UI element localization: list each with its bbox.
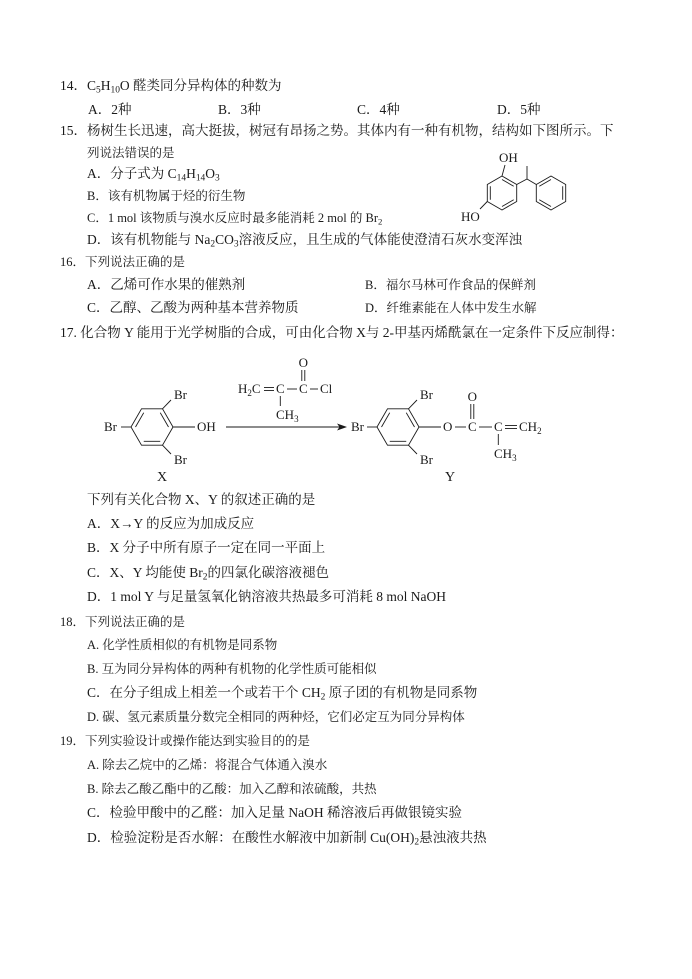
benzene-ring-left <box>487 176 516 210</box>
text-run: 原子团的有机物是同系物 <box>325 685 478 700</box>
text-run: H <box>186 166 196 181</box>
text-run: D．该有机物能与 Na <box>87 232 211 247</box>
question-16-stem <box>60 252 185 272</box>
aromatic-bond <box>382 413 390 427</box>
aromatic-bond <box>136 413 144 427</box>
subscript: 14 <box>176 173 187 184</box>
atom-ch3 <box>494 446 517 463</box>
text-run: C．4种 <box>357 102 400 117</box>
text-run: B．3种 <box>218 102 261 117</box>
atom-br-bottom: Br <box>174 452 187 467</box>
question-17-option-a <box>87 514 254 534</box>
question-15-option-c <box>87 208 382 228</box>
bond-br-top <box>409 400 418 409</box>
question-17-option-d <box>87 587 446 607</box>
subscript: 5 <box>96 85 101 96</box>
text-run: B．X 分子中所有原子一定在同一平面上 <box>87 540 326 555</box>
compound-y <box>351 387 542 485</box>
label-ho: HO <box>461 209 480 224</box>
text-run: D. 碳、氢元素质量分数完全相同的两种烃，它们必定互为同分异构体 <box>87 710 465 724</box>
text-run: 列说法错误的是 <box>87 146 175 160</box>
atom-h2c <box>238 381 261 398</box>
q17-reaction-scheme <box>104 355 542 485</box>
atom-br-left: Br <box>104 419 117 434</box>
benzene-ring-right <box>536 176 565 210</box>
aromatic-bond <box>539 180 551 187</box>
question-19-option-a <box>87 755 327 775</box>
subscript: 3 <box>294 414 299 424</box>
arrow-head <box>337 424 347 431</box>
text-run: C．在分子组成上相差一个或若干个 CH <box>87 685 321 700</box>
question-19-option-d <box>87 828 487 848</box>
atom-o: O <box>298 355 308 370</box>
subscript: 2 <box>414 837 420 848</box>
question-14-option-b <box>218 100 261 120</box>
text-run: C．X、Y 均能使 Br <box>87 565 203 580</box>
atom-ch: CH <box>276 407 295 422</box>
text-run: B．该有机物属于烃的衍生物 <box>87 189 246 203</box>
compound-x <box>104 387 216 485</box>
q15-structure <box>461 150 566 224</box>
text-run: H <box>100 78 111 93</box>
question-19-option-c <box>87 803 462 823</box>
text-run: 下列有关化合物 X、Y 的叙述正确的是 <box>87 492 316 507</box>
text-run: 17. 化合物 Y 能用于光学树脂的合成，可由化合物 X与 2-甲基丙烯酰氯在一定条件下反应制得： <box>60 325 624 340</box>
text-run: B. 除去乙酸乙酯中的乙酸：加入乙醇和浓硫酸，共热 <box>87 782 377 796</box>
text-run: D．1 mol Y 与足量氢氧化钠溶液共热最多可消耗 8 mol NaOH <box>87 589 446 604</box>
bond-br-bottom <box>409 445 418 454</box>
atom-ch: CH <box>519 419 538 434</box>
aromatic-bond <box>502 180 514 187</box>
atom-ch2 <box>519 419 542 436</box>
compound-x-bonds <box>121 400 195 454</box>
aromatic-bond <box>406 413 414 427</box>
atom-c-carbonyl: C <box>468 419 477 434</box>
benzene-ring <box>131 409 173 445</box>
text-run: 的四氯化碳溶液褪色 <box>207 565 329 580</box>
text-run: A．分子式为 C <box>87 166 177 181</box>
question-18-option-c <box>87 683 477 703</box>
question-16-option-b <box>365 275 536 295</box>
aromatic-bond <box>160 413 168 427</box>
subscript: 2 <box>210 239 216 250</box>
question-16-option-d <box>365 298 537 318</box>
bond-to-ho <box>480 202 487 210</box>
text-run: C．1 mol 该物质与溴水反应时最多能消耗 2 mol 的 Br <box>87 211 378 225</box>
text-run: A．X→Y 的反应为加成反应 <box>87 516 255 531</box>
text-run: 19．下列实验设计或操作能达到实验目的的是 <box>60 734 311 748</box>
reaction-arrow <box>226 424 347 431</box>
question-15-option-a <box>87 164 220 184</box>
text-run: C．乙醇、乙酸为两种基本营养物质 <box>87 300 299 315</box>
label-oh: OH <box>499 150 518 165</box>
q15-structure-bonds <box>480 165 566 210</box>
question-18-option-b <box>87 659 377 679</box>
text-run: 15．杨树生长迅速，高大挺拔，树冠有昂扬之势。其体内有一种有机物，结构如下图所示。下 <box>60 123 614 138</box>
text-run: 16．下列说法正确的是 <box>60 255 186 269</box>
atom-cl: Cl <box>320 381 333 396</box>
text-run: 悬浊液共热 <box>419 830 487 845</box>
subscript: 10 <box>110 85 120 96</box>
atom-o-carbonyl: O <box>467 389 477 404</box>
atom-br-left: Br <box>351 419 364 434</box>
text-run: C．检验甲酸中的乙醛：加入足量 NaOH 稀溶液后再做银镜实验 <box>87 805 462 820</box>
compound-x-label: X <box>157 470 168 485</box>
subscript: 3 <box>512 453 517 463</box>
benzene-ring <box>377 409 419 445</box>
question-14-option-c <box>357 100 400 120</box>
subscript: 2 <box>377 216 383 227</box>
subscript: 3 <box>233 239 239 250</box>
question-15-stem-line1 <box>60 121 614 141</box>
atom-br-top: Br <box>420 387 433 402</box>
bond-br-bottom <box>163 445 172 454</box>
atom-br-top: Br <box>174 387 187 402</box>
atom-h: H <box>238 381 248 396</box>
text-run: B. 互为同分异构体的两种有机物的化学性质可能相似 <box>87 662 377 676</box>
reagent-bonds <box>264 370 318 406</box>
text-run: O 醛类同分异构体的种数为 <box>119 78 282 93</box>
bridge-bond <box>517 179 537 185</box>
text-run: B．福尔马林可作食品的保鲜剂 <box>365 278 536 292</box>
bond-br-top <box>163 400 172 409</box>
question-17-question <box>87 490 315 510</box>
text-run: D．检验淀粉是否水解：在酸性水解液中加新制 Cu(OH) <box>87 830 415 845</box>
text-run: A. 除去乙烷中的乙烯：将混合气体通入溴水 <box>87 758 328 772</box>
atom-o-ester: O <box>443 419 453 434</box>
subscript: 14 <box>195 173 206 184</box>
subscript: 2 <box>247 388 252 398</box>
question-15-option-b <box>87 186 245 206</box>
subscript: 2 <box>537 426 542 436</box>
text-run: 溶液反应，且生成的气体能使澄清石灰水变浑浊 <box>238 232 523 247</box>
question-17-option-c <box>87 563 329 583</box>
compound-y-bonds <box>367 400 517 454</box>
atom-c: C <box>251 381 261 396</box>
text-run: A．乙烯可作水果的催熟剂 <box>87 277 246 292</box>
question-18-option-a <box>87 635 277 655</box>
question-18-stem <box>60 612 185 632</box>
text-run: 18．下列说法正确的是 <box>60 615 186 629</box>
question-19-option-b <box>87 779 377 799</box>
atom-oh: OH <box>197 419 216 434</box>
question-14-option-a <box>88 100 132 120</box>
question-14-option-d <box>497 100 541 120</box>
question-15-stem-line2 <box>87 143 175 163</box>
text-run: O <box>205 166 216 181</box>
question-16-option-c <box>87 298 299 318</box>
question-14-stem <box>60 76 282 96</box>
question-19-stem <box>60 731 310 751</box>
text-run: D．5种 <box>497 102 541 117</box>
question-17-stem <box>60 323 624 343</box>
compound-y-label: Y <box>445 470 456 485</box>
atom-ch3 <box>276 407 299 424</box>
atom-c1: C <box>276 381 285 396</box>
question-18-option-d <box>87 707 465 727</box>
text-run: D．纤维素能在人体中发生水解 <box>365 301 537 315</box>
atom-ch: CH <box>494 446 513 461</box>
aromatic-bond <box>539 200 551 207</box>
text-run: 14．C <box>60 78 97 93</box>
atom-c-alpha: C <box>494 419 503 434</box>
atom-c2: C <box>299 381 308 396</box>
question-16-option-a <box>87 275 245 295</box>
question-15-option-d <box>87 230 522 250</box>
subscript: 2 <box>202 572 208 583</box>
question-17-option-b <box>87 538 325 558</box>
subscript: 2 <box>320 692 326 703</box>
text-run: CO <box>215 232 234 247</box>
atom-br-bottom: Br <box>420 452 433 467</box>
text-run: A. 化学性质相似的有机物是同系物 <box>87 638 278 652</box>
bond-to-oh <box>502 165 505 176</box>
reagent <box>238 355 333 424</box>
text-run: A．2种 <box>88 102 132 117</box>
aromatic-bond <box>502 200 514 207</box>
subscript: 3 <box>215 173 220 184</box>
